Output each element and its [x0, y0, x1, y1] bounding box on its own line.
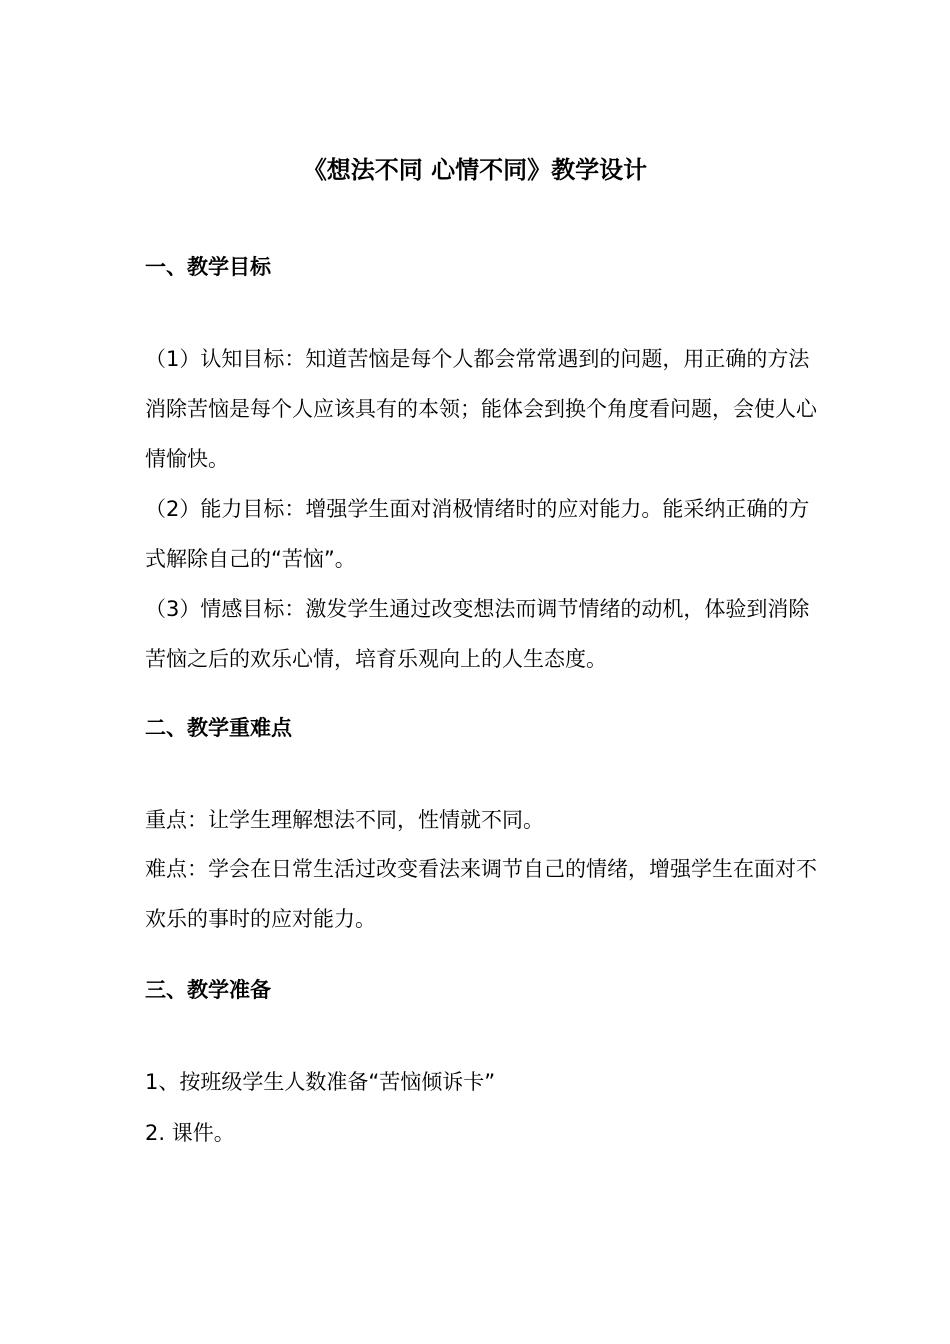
objective-cognitive: （1）认知目标：知道苦恼是每个人都会常常遇到的问题，用正确的方法消除苦恼是每个人应该具有的本领；能体会到换个角度看问题，会使人心情愉快。 — [145, 347, 817, 471]
document-title: 《想法不同 心情不同》教学设计 — [302, 156, 648, 184]
difficult-point: 难点：学会在日常生活过改变看法来调节自己的情绪，增强学生在面对不欢乐的事时的应对能力。 — [145, 857, 817, 931]
section-heading-objectives: 一、教学目标 — [145, 255, 271, 279]
preparation-item: 1、按班级学生人数准备“苦恼倾诉卡” — [145, 1070, 496, 1094]
section-heading-key-points: 二、教学重难点 — [145, 716, 292, 740]
section-heading-preparation: 三、教学准备 — [145, 978, 271, 1002]
preparation-item: 2. 课件。 — [145, 1121, 235, 1145]
objective-ability: （2）能力目标：增强学生面对消极情绪时的应对能力。能采纳正确的方式解除自己的“苦恼”。 — [145, 497, 810, 571]
key-point: 重点：让学生理解想法不同，性情就不同。 — [145, 808, 544, 832]
objective-emotional: （3）情感目标：激发学生通过改变想法而调节情绪的动机，体验到消除苦恼之后的欢乐心情，培育乐观向上的人生态度。 — [145, 597, 810, 671]
